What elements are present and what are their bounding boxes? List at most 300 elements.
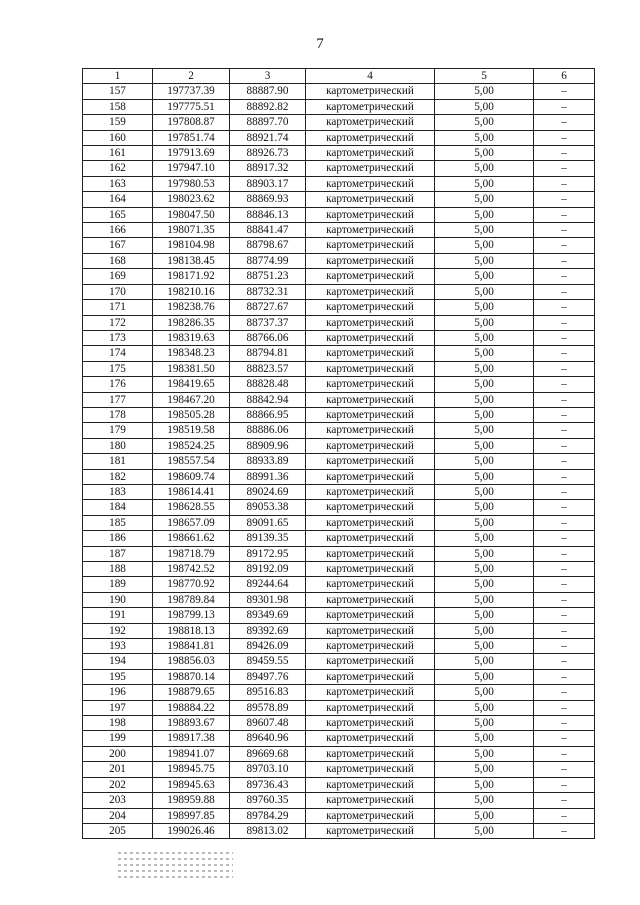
- table-row: [83, 269, 595, 284]
- method-cell: картометрический: [306, 161, 435, 176]
- description-cell: –: [534, 146, 595, 161]
- accuracy-cell: 5,00: [435, 500, 534, 515]
- description-cell: –: [534, 823, 595, 838]
- description-cell: –: [534, 161, 595, 176]
- table-row: [83, 777, 595, 792]
- description-cell: –: [534, 654, 595, 669]
- accuracy-cell: 5,00: [435, 176, 534, 191]
- table-row: [83, 546, 595, 561]
- description-cell: –: [534, 223, 595, 238]
- method-cell: картометрический: [306, 700, 435, 715]
- x-coordinate-cell: 198657.09: [153, 515, 230, 530]
- point-number-cell: 183: [83, 484, 153, 499]
- y-coordinate-cell: 88737.37: [230, 315, 306, 330]
- accuracy-cell: 5,00: [435, 577, 534, 592]
- column-header-1: 1: [83, 69, 153, 84]
- point-number-cell: 181: [83, 454, 153, 469]
- accuracy-cell: 5,00: [435, 269, 534, 284]
- method-cell: картометрический: [306, 546, 435, 561]
- accuracy-cell: 5,00: [435, 361, 534, 376]
- method-cell: картометрический: [306, 669, 435, 684]
- description-cell: –: [534, 546, 595, 561]
- column-header-6: 6: [534, 69, 595, 84]
- method-cell: картометрический: [306, 300, 435, 315]
- point-number-cell: 178: [83, 407, 153, 422]
- table-row: [83, 238, 595, 253]
- method-cell: картометрический: [306, 484, 435, 499]
- description-cell: –: [534, 500, 595, 515]
- table-row: [83, 654, 595, 669]
- method-cell: картометрический: [306, 608, 435, 623]
- y-coordinate-cell: 89392.69: [230, 623, 306, 638]
- point-number-cell: 158: [83, 99, 153, 114]
- x-coordinate-cell: 197737.39: [153, 84, 230, 99]
- table-row: [83, 146, 595, 161]
- x-coordinate-cell: 198884.22: [153, 700, 230, 715]
- page-number: 7: [316, 36, 324, 52]
- x-coordinate-cell: 198770.92: [153, 577, 230, 592]
- x-coordinate-cell: 198893.67: [153, 716, 230, 731]
- description-cell: –: [534, 669, 595, 684]
- point-number-cell: 191: [83, 608, 153, 623]
- x-coordinate-cell: 198557.54: [153, 454, 230, 469]
- point-number-cell: 187: [83, 546, 153, 561]
- description-cell: –: [534, 639, 595, 654]
- y-coordinate-cell: 89349.69: [230, 608, 306, 623]
- method-cell: картометрический: [306, 500, 435, 515]
- accuracy-cell: 5,00: [435, 407, 534, 422]
- y-coordinate-cell: 88926.73: [230, 146, 306, 161]
- description-cell: –: [534, 346, 595, 361]
- description-cell: –: [534, 762, 595, 777]
- x-coordinate-cell: 198718.79: [153, 546, 230, 561]
- accuracy-cell: 5,00: [435, 731, 534, 746]
- description-cell: –: [534, 531, 595, 546]
- table-row: [83, 623, 595, 638]
- y-coordinate-cell: 88841.47: [230, 223, 306, 238]
- point-number-cell: 170: [83, 284, 153, 299]
- table-row: [83, 161, 595, 176]
- description-cell: –: [534, 608, 595, 623]
- y-coordinate-cell: 89091.65: [230, 515, 306, 530]
- y-coordinate-cell: 88897.70: [230, 115, 306, 130]
- description-cell: –: [534, 577, 595, 592]
- x-coordinate-cell: 198945.63: [153, 777, 230, 792]
- method-cell: картометрический: [306, 84, 435, 99]
- table-row: [83, 423, 595, 438]
- method-cell: картометрический: [306, 207, 435, 222]
- y-coordinate-cell: 89669.68: [230, 746, 306, 761]
- accuracy-cell: 5,00: [435, 423, 534, 438]
- point-number-cell: 162: [83, 161, 153, 176]
- x-coordinate-cell: 198381.50: [153, 361, 230, 376]
- table-row: [83, 253, 595, 268]
- table-header-row: [83, 69, 595, 84]
- description-cell: –: [534, 700, 595, 715]
- x-coordinate-cell: 197808.87: [153, 115, 230, 130]
- accuracy-cell: 5,00: [435, 99, 534, 114]
- method-cell: картометрический: [306, 716, 435, 731]
- method-cell: картометрический: [306, 469, 435, 484]
- description-cell: –: [534, 484, 595, 499]
- y-coordinate-cell: 89244.64: [230, 577, 306, 592]
- method-cell: картометрический: [306, 269, 435, 284]
- y-coordinate-cell: 88903.17: [230, 176, 306, 191]
- accuracy-cell: 5,00: [435, 238, 534, 253]
- method-cell: картометрический: [306, 731, 435, 746]
- point-number-cell: 157: [83, 84, 153, 99]
- y-coordinate-cell: 88921.74: [230, 130, 306, 145]
- table-row: [83, 438, 595, 453]
- y-coordinate-cell: 89607.48: [230, 716, 306, 731]
- method-cell: картометрический: [306, 192, 435, 207]
- method-cell: картометрический: [306, 577, 435, 592]
- x-coordinate-cell: 198818.13: [153, 623, 230, 638]
- method-cell: картометрический: [306, 284, 435, 299]
- x-coordinate-cell: 197775.51: [153, 99, 230, 114]
- point-number-cell: 179: [83, 423, 153, 438]
- point-number-cell: 198: [83, 716, 153, 731]
- table-row: [83, 700, 595, 715]
- table-row: [83, 84, 595, 99]
- method-cell: картометрический: [306, 130, 435, 145]
- y-coordinate-cell: 88846.13: [230, 207, 306, 222]
- point-number-cell: 167: [83, 238, 153, 253]
- table-row: [83, 515, 595, 530]
- description-cell: –: [534, 99, 595, 114]
- x-coordinate-cell: 198870.14: [153, 669, 230, 684]
- description-cell: –: [534, 562, 595, 577]
- table-row: [83, 469, 595, 484]
- accuracy-cell: 5,00: [435, 762, 534, 777]
- point-number-cell: 171: [83, 300, 153, 315]
- description-cell: –: [534, 515, 595, 530]
- accuracy-cell: 5,00: [435, 438, 534, 453]
- method-cell: картометрический: [306, 253, 435, 268]
- point-number-cell: 161: [83, 146, 153, 161]
- description-cell: –: [534, 115, 595, 130]
- table-row: [83, 531, 595, 546]
- description-cell: –: [534, 176, 595, 191]
- x-coordinate-cell: 198879.65: [153, 685, 230, 700]
- table-row: [83, 731, 595, 746]
- description-cell: –: [534, 253, 595, 268]
- x-coordinate-cell: 197947.10: [153, 161, 230, 176]
- table-row: [83, 392, 595, 407]
- accuracy-cell: 5,00: [435, 146, 534, 161]
- method-cell: картометрический: [306, 423, 435, 438]
- y-coordinate-cell: 88887.90: [230, 84, 306, 99]
- method-cell: картометрический: [306, 808, 435, 823]
- y-coordinate-cell: 89640.96: [230, 731, 306, 746]
- point-number-cell: 160: [83, 130, 153, 145]
- x-coordinate-cell: 198071.35: [153, 223, 230, 238]
- x-coordinate-cell: 198210.16: [153, 284, 230, 299]
- point-number-cell: 190: [83, 592, 153, 607]
- table-row: [83, 793, 595, 808]
- accuracy-cell: 5,00: [435, 392, 534, 407]
- x-coordinate-cell: 198348.23: [153, 346, 230, 361]
- x-coordinate-cell: 198609.74: [153, 469, 230, 484]
- method-cell: картометрический: [306, 823, 435, 838]
- table-row: [83, 130, 595, 145]
- method-cell: картометрический: [306, 623, 435, 638]
- x-coordinate-cell: 198467.20: [153, 392, 230, 407]
- y-coordinate-cell: 88774.99: [230, 253, 306, 268]
- method-cell: картометрический: [306, 223, 435, 238]
- table-row: [83, 192, 595, 207]
- description-cell: –: [534, 330, 595, 345]
- method-cell: картометрический: [306, 531, 435, 546]
- x-coordinate-cell: 197980.53: [153, 176, 230, 191]
- accuracy-cell: 5,00: [435, 793, 534, 808]
- x-coordinate-cell: 198171.92: [153, 269, 230, 284]
- table-row: [83, 762, 595, 777]
- description-cell: –: [534, 746, 595, 761]
- accuracy-cell: 5,00: [435, 746, 534, 761]
- table-row: [83, 115, 595, 130]
- table-row: [83, 176, 595, 191]
- description-cell: –: [534, 454, 595, 469]
- accuracy-cell: 5,00: [435, 531, 534, 546]
- x-coordinate-cell: 198286.35: [153, 315, 230, 330]
- description-cell: –: [534, 284, 595, 299]
- y-coordinate-cell: 88794.81: [230, 346, 306, 361]
- point-number-cell: 205: [83, 823, 153, 838]
- accuracy-cell: 5,00: [435, 454, 534, 469]
- table-row: [83, 407, 595, 422]
- description-cell: –: [534, 300, 595, 315]
- accuracy-cell: 5,00: [435, 161, 534, 176]
- method-cell: картометрический: [306, 654, 435, 669]
- y-coordinate-cell: 88917.32: [230, 161, 306, 176]
- x-coordinate-cell: 198997.85: [153, 808, 230, 823]
- x-coordinate-cell: 197851.74: [153, 130, 230, 145]
- x-coordinate-cell: 198238.76: [153, 300, 230, 315]
- x-coordinate-cell: 198799.13: [153, 608, 230, 623]
- method-cell: картометрический: [306, 99, 435, 114]
- x-coordinate-cell: 198628.55: [153, 500, 230, 515]
- table-row: [83, 608, 595, 623]
- description-cell: –: [534, 777, 595, 792]
- point-number-cell: 188: [83, 562, 153, 577]
- y-coordinate-cell: 89760.35: [230, 793, 306, 808]
- accuracy-cell: 5,00: [435, 700, 534, 715]
- y-coordinate-cell: 88798.67: [230, 238, 306, 253]
- table-row: [83, 330, 595, 345]
- table-row: [83, 346, 595, 361]
- description-cell: –: [534, 808, 595, 823]
- point-number-cell: 202: [83, 777, 153, 792]
- description-cell: –: [534, 469, 595, 484]
- point-number-cell: 175: [83, 361, 153, 376]
- y-coordinate-cell: 88727.67: [230, 300, 306, 315]
- point-number-cell: 164: [83, 192, 153, 207]
- accuracy-cell: 5,00: [435, 592, 534, 607]
- accuracy-cell: 5,00: [435, 377, 534, 392]
- point-number-cell: 176: [83, 377, 153, 392]
- y-coordinate-cell: 89024.69: [230, 484, 306, 499]
- column-header-5: 5: [435, 69, 534, 84]
- point-number-cell: 189: [83, 577, 153, 592]
- x-coordinate-cell: 199026.46: [153, 823, 230, 838]
- accuracy-cell: 5,00: [435, 315, 534, 330]
- x-coordinate-cell: 198138.45: [153, 253, 230, 268]
- table-row: [83, 454, 595, 469]
- coordinates-table: [82, 68, 595, 839]
- accuracy-cell: 5,00: [435, 808, 534, 823]
- description-cell: –: [534, 793, 595, 808]
- description-cell: –: [534, 207, 595, 222]
- point-number-cell: 193: [83, 639, 153, 654]
- accuracy-cell: 5,00: [435, 716, 534, 731]
- method-cell: картометрический: [306, 438, 435, 453]
- table-row: [83, 207, 595, 222]
- method-cell: картометрический: [306, 777, 435, 792]
- method-cell: картометрический: [306, 515, 435, 530]
- description-cell: –: [534, 130, 595, 145]
- y-coordinate-cell: 89784.29: [230, 808, 306, 823]
- point-number-cell: 197: [83, 700, 153, 715]
- point-number-cell: 192: [83, 623, 153, 638]
- y-coordinate-cell: 88892.82: [230, 99, 306, 114]
- x-coordinate-cell: 198505.28: [153, 407, 230, 422]
- y-coordinate-cell: 88866.95: [230, 407, 306, 422]
- accuracy-cell: 5,00: [435, 192, 534, 207]
- accuracy-cell: 5,00: [435, 685, 534, 700]
- table-row: [83, 823, 595, 838]
- table-row: [83, 592, 595, 607]
- y-coordinate-cell: 88909.96: [230, 438, 306, 453]
- x-coordinate-cell: 198941.07: [153, 746, 230, 761]
- point-number-cell: 165: [83, 207, 153, 222]
- y-coordinate-cell: 88766.06: [230, 330, 306, 345]
- point-number-cell: 185: [83, 515, 153, 530]
- accuracy-cell: 5,00: [435, 484, 534, 499]
- x-coordinate-cell: 198419.65: [153, 377, 230, 392]
- accuracy-cell: 5,00: [435, 284, 534, 299]
- point-number-cell: 201: [83, 762, 153, 777]
- point-number-cell: 169: [83, 269, 153, 284]
- x-coordinate-cell: 198023.62: [153, 192, 230, 207]
- accuracy-cell: 5,00: [435, 84, 534, 99]
- y-coordinate-cell: 88933.89: [230, 454, 306, 469]
- point-number-cell: 186: [83, 531, 153, 546]
- accuracy-cell: 5,00: [435, 608, 534, 623]
- point-number-cell: 166: [83, 223, 153, 238]
- point-number-cell: 180: [83, 438, 153, 453]
- y-coordinate-cell: 89497.76: [230, 669, 306, 684]
- x-coordinate-cell: 198856.03: [153, 654, 230, 669]
- column-header-3: 3: [230, 69, 306, 84]
- y-coordinate-cell: 88869.93: [230, 192, 306, 207]
- table-row: [83, 685, 595, 700]
- x-coordinate-cell: 198661.62: [153, 531, 230, 546]
- point-number-cell: 200: [83, 746, 153, 761]
- table-row: [83, 500, 595, 515]
- point-number-cell: 199: [83, 731, 153, 746]
- accuracy-cell: 5,00: [435, 623, 534, 638]
- method-cell: картометрический: [306, 315, 435, 330]
- method-cell: картометрический: [306, 639, 435, 654]
- accuracy-cell: 5,00: [435, 669, 534, 684]
- accuracy-cell: 5,00: [435, 346, 534, 361]
- method-cell: картометрический: [306, 346, 435, 361]
- registration-stamp: [118, 848, 233, 888]
- x-coordinate-cell: 198104.98: [153, 238, 230, 253]
- method-cell: картометрический: [306, 746, 435, 761]
- point-number-cell: 203: [83, 793, 153, 808]
- y-coordinate-cell: 89703.10: [230, 762, 306, 777]
- method-cell: картометрический: [306, 407, 435, 422]
- method-cell: картометрический: [306, 115, 435, 130]
- description-cell: –: [534, 407, 595, 422]
- x-coordinate-cell: 198742.52: [153, 562, 230, 577]
- y-coordinate-cell: 89736.43: [230, 777, 306, 792]
- description-cell: –: [534, 192, 595, 207]
- point-number-cell: 159: [83, 115, 153, 130]
- accuracy-cell: 5,00: [435, 515, 534, 530]
- table-row: [83, 639, 595, 654]
- y-coordinate-cell: 88828.48: [230, 377, 306, 392]
- table-row: [83, 669, 595, 684]
- table-row: [83, 746, 595, 761]
- y-coordinate-cell: 88842.94: [230, 392, 306, 407]
- description-cell: –: [534, 731, 595, 746]
- table-row: [83, 577, 595, 592]
- y-coordinate-cell: 88751.23: [230, 269, 306, 284]
- point-number-cell: 204: [83, 808, 153, 823]
- y-coordinate-cell: 88823.57: [230, 361, 306, 376]
- method-cell: картометрический: [306, 762, 435, 777]
- y-coordinate-cell: 88886.06: [230, 423, 306, 438]
- x-coordinate-cell: 198789.84: [153, 592, 230, 607]
- method-cell: картометрический: [306, 793, 435, 808]
- y-coordinate-cell: 89301.98: [230, 592, 306, 607]
- y-coordinate-cell: 89192.09: [230, 562, 306, 577]
- accuracy-cell: 5,00: [435, 546, 534, 561]
- accuracy-cell: 5,00: [435, 654, 534, 669]
- method-cell: картометрический: [306, 361, 435, 376]
- accuracy-cell: 5,00: [435, 777, 534, 792]
- accuracy-cell: 5,00: [435, 823, 534, 838]
- y-coordinate-cell: 89578.89: [230, 700, 306, 715]
- method-cell: картометрический: [306, 238, 435, 253]
- point-number-cell: 194: [83, 654, 153, 669]
- point-number-cell: 172: [83, 315, 153, 330]
- method-cell: картометрический: [306, 377, 435, 392]
- x-coordinate-cell: 198614.41: [153, 484, 230, 499]
- accuracy-cell: 5,00: [435, 562, 534, 577]
- description-cell: –: [534, 361, 595, 376]
- y-coordinate-cell: 89053.38: [230, 500, 306, 515]
- x-coordinate-cell: 198841.81: [153, 639, 230, 654]
- accuracy-cell: 5,00: [435, 130, 534, 145]
- table-row: [83, 361, 595, 376]
- description-cell: –: [534, 377, 595, 392]
- y-coordinate-cell: 88991.36: [230, 469, 306, 484]
- point-number-cell: 195: [83, 669, 153, 684]
- x-coordinate-cell: 198047.50: [153, 207, 230, 222]
- table-row: [83, 284, 595, 299]
- x-coordinate-cell: 198917.38: [153, 731, 230, 746]
- accuracy-cell: 5,00: [435, 115, 534, 130]
- y-coordinate-cell: 89139.35: [230, 531, 306, 546]
- x-coordinate-cell: 198959.88: [153, 793, 230, 808]
- table-row: [83, 562, 595, 577]
- point-number-cell: 196: [83, 685, 153, 700]
- description-cell: –: [534, 315, 595, 330]
